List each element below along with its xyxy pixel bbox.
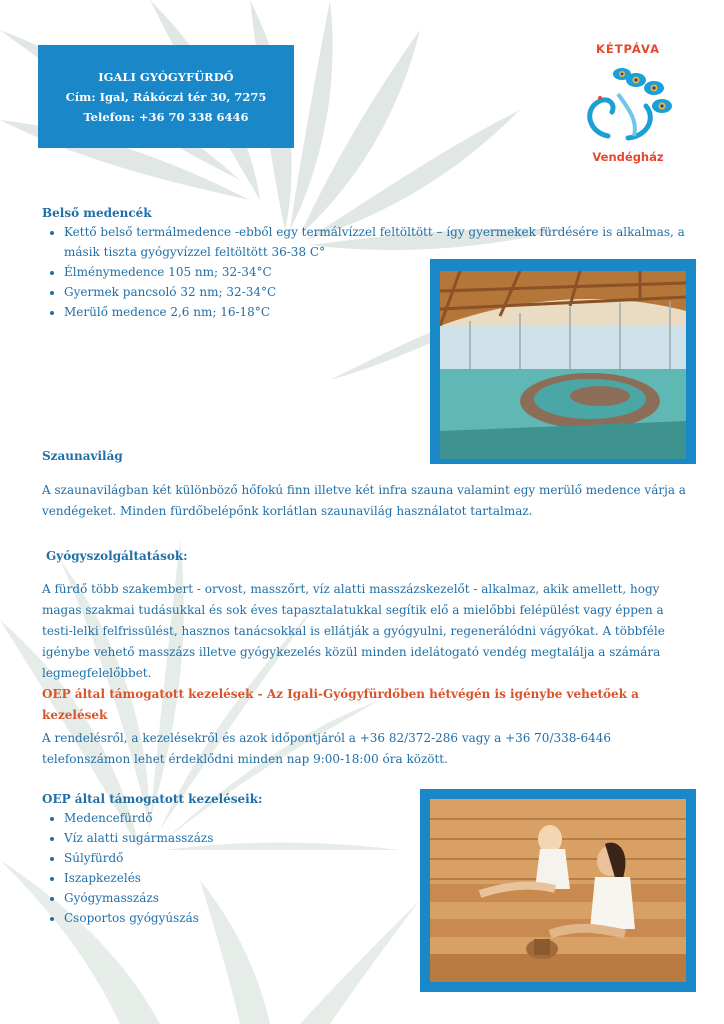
sauna-title: Szaunavilág bbox=[42, 449, 123, 463]
pool-photo bbox=[440, 271, 686, 459]
list-item: • Élménymedence 105 nm; 32-34°C bbox=[64, 262, 687, 282]
list-item: • Kettő belső termálmedence -ebből egy termálvízzel feltöltött – így gyermekek fürdésére is alkalmas, a másik tiszta gyógyvízzel feltöltött 36-38 C° bbox=[64, 222, 687, 262]
oep-section bbox=[42, 792, 402, 928]
inner-pools-title: Belső medencék bbox=[42, 206, 152, 220]
sauna-text: A szaunavilágban két különböző hőfokú finn illetve két infra szauna valamint egy merülő medence várja a vendégeket. Minden fürdőbelépőnk korlátlan szaunavilág használatot tartalmaz. bbox=[42, 483, 686, 518]
ketpava-logo bbox=[568, 40, 688, 170]
spa-address: Cím: Igal, Rákóczi tér 30, 7275 bbox=[65, 89, 267, 104]
services-title: Gyógyszolgáltatások: bbox=[46, 549, 188, 563]
oep-list bbox=[42, 808, 402, 928]
oep-title: OEP által támogatott kezeléseik: bbox=[42, 792, 263, 806]
list-item: • Iszapkezelés bbox=[64, 868, 402, 888]
list-item: • Merülő medence 2,6 nm; 16-18°C bbox=[64, 302, 687, 322]
peacock-icon bbox=[578, 58, 678, 150]
booking-text: A rendelésről, a kezelésekről és azok időpontjáról a +36 82/372-286 vagy a +36 70/338-6446 telefonszámon lehet érdeklődni minden nap 9:00-18:00 óra között. bbox=[42, 731, 611, 766]
oep-highlight: OEP által támogatott kezelések - Az Igali-Gyógyfürdőben hétvégén is igénybe vehetőek a kezelések bbox=[42, 687, 639, 722]
header-box bbox=[38, 45, 294, 148]
list-item: • Súlyfürdő bbox=[64, 848, 402, 868]
services-text: A fürdő több szakembert - orvost, masszőrt, víz alatti masszázskezelőt - alkalmaz, akik amellett, hogy magas szakmai tudásukkal és sok éves tapasztalatukkal segítik elő a mielőbbi felépülést vagy éppen a testi-lelki felfrissülést, hasznos tanácsokkal is ellátják a gyógyulni, regenerálódni vágyókat. A többféle igénybe vehető masszázs illetve gyógykezelés közül minden idelátogató vendég megtalálja a számára legmegfelelőbbet. bbox=[42, 582, 665, 680]
list-item: • Gyógymasszázs bbox=[64, 888, 402, 908]
services-section bbox=[42, 549, 687, 726]
logo-top-text: KÉTPÁVA bbox=[595, 42, 661, 56]
sauna-photo bbox=[430, 799, 686, 982]
spa-name: IGALI GYÓGYFÜRDŐ bbox=[98, 69, 234, 84]
booking-section bbox=[42, 728, 687, 770]
logo-bottom-text: Vendégház bbox=[592, 150, 664, 164]
spa-phone: Telefon: +36 70 338 6446 bbox=[83, 109, 249, 124]
list-item: • Víz alatti sugármasszázs bbox=[64, 828, 402, 848]
list-item: • Gyermek pancsoló 32 nm; 32-34°C bbox=[64, 282, 687, 302]
pool-photo-frame bbox=[430, 259, 696, 464]
list-item: • Medencefürdő bbox=[64, 808, 402, 828]
sauna-photo-frame bbox=[420, 789, 696, 992]
list-item: • Csoportos gyógyúszás bbox=[64, 908, 402, 928]
sauna-section bbox=[42, 449, 687, 522]
